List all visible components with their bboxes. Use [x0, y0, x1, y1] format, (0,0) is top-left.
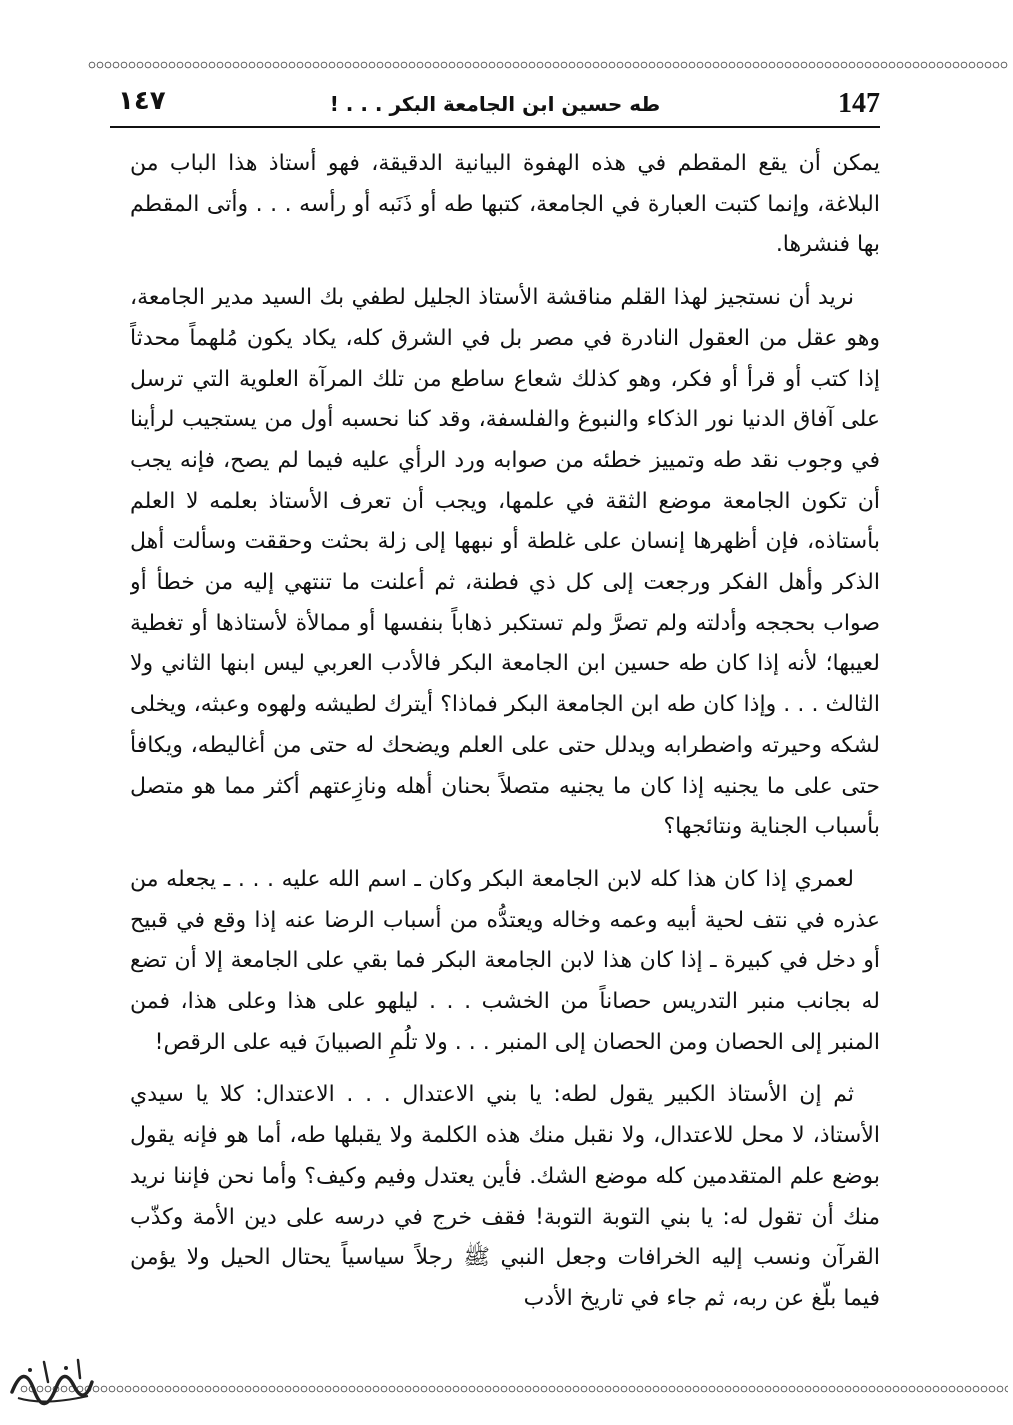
paragraph-4: ثم إن الأستاذ الكبير يقول لطه: يا بني الاعتدال . . . الاعتدال: كلا يا سيدي الأستاذ، لا محل للاعتدال، ولا نقبل منك هذه الكلمة ولا يقبلها طه، أما هو فإنه يقول بوضع علم المتقدمين كله موضع الشك. فأين يعتدل وفيم وكيف؟ وأما نحن فإننا نريد منك أن تقول له: يا بني التوبة التوبة! فقف خرج في درسه على دين الأمة وكذّب القرآن ونسب إليه الخرافات وجعل النبي ﷺ رجلاً سياسياً يحتال الحيل ولا يؤمن فيما بلّغ عن ربه، ثم جاء في تاريخ الأدب — [130, 1082, 880, 1311]
paragraph-3: لعمري إذا كان هذا كله لابن الجامعة البكر وكان ـ اسم الله عليه . . . ـ يجعله من عذره في نتف لحية أبيه وعمه وخاله ويعتدُّه من أسباب الرضا عنه إذا وقع في قبيح أو دخل في كبيرة ـ إذا كان هذا لابن الجامعة البكر فما بقي على الجامعة إلا أن تضع له بجانب منبر التدريس حصاناً من الخشب . . . ليلهو على هذا وعلى هذا، فمن المنبر إلى الحصان ومن الحصان إلى المنبر . . . ولا تلُمِ الصبيانَ فيه على الرقص! — [130, 866, 880, 1055]
page-header — [110, 78, 880, 128]
bottom-ornamental-border — [20, 1382, 1008, 1396]
running-title: طه حسين ابن الجامعة البكر . . . ! — [329, 92, 661, 116]
body-text — [130, 144, 880, 1374]
top-ornamental-border — [88, 58, 1008, 72]
page-number-latin: 147 — [838, 88, 880, 119]
paragraph-1: يمكن أن يقع المقطم في هذه الهفوة البيانية الدقيقة، فهو أستاذ هذا الباب من البلاغة، وإنما كتبت العبارة في الجامعة، كتبها طه أو ذَنَبه أو رأسه . . . وأتى المقطم بها فنشرها. — [130, 151, 880, 258]
paragraph-2: نريد أن نستجيز لهذا القلم مناقشة الأستاذ الجليل لطفي بك السيد مدير الجامعة، وهو عقل من العقول النادرة في مصر بل في الشرق كله، يكاد يكون مُلهماً محدثاً إذا كتب أو قرأ أو فكر، وهو كذلك شعاع ساطع من تلك المرآة العلوية التي ترسل على آفاق الدنيا نور الذكاء والنبوغ والفلسفة، وقد كنا نحسبه أول من يستجيب لرأينا في وجوب نقد طه وتمييز خطئه من صوابه ورد الرأي عليه فيما لم يصح، فإنه يجب أن تكون الجامعة موضع الثقة في علمها، ويجب أن تعرف الأستاذ بعلمه لا العلم بأستاذه، فإن أظهرها إنسان على غلطة أو نبهها إلى زلة بحثت وحققت وسألت أهل الذكر وأهل الفكر ورجعت إلى كل ذي فطنة، ثم أعلنت ما تنتهي إليه من خطأ أو صواب بحججه وأدلته ولم تصرَّ ولم تستكبر ذهاباً بنفسها أو ممالأة لأستاذها أو تغطية لعيبها؛ لأنه إذا كان طه حسين ابن الجامعة البكر فالأدب العربي ليس ابنها الثاني ولا الثالث . . . وإذا كان طه ابن الجامعة البكر فماذا؟ أيترك لطيشه ولهوه وعبثه، ويخلى لشكه وحيرته واضطرابه ويدلل حتى على العلم ويضحك له حتى من أغاليطه، ويكافأ حتى على ما يجنيه إذا كان ما يجنيه متصلاً بحنان أهله ونازِعتهم أكثر مما هو متصل بأسباب الجناية ونتائجها؟ — [130, 285, 880, 840]
page-number-arabic: ١٤٧ — [118, 86, 166, 116]
watermark-logo — [4, 1352, 96, 1412]
